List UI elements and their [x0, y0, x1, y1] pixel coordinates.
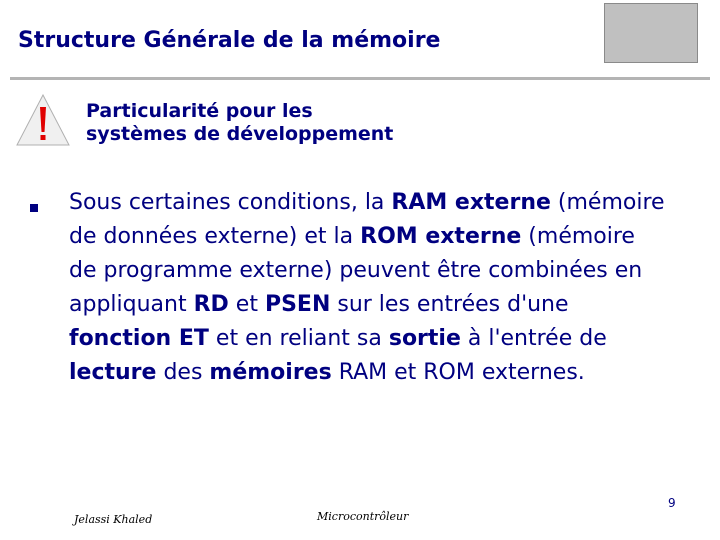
emphasized-term: RD — [193, 292, 229, 317]
body-text-run: RAM et ROM externes. — [331, 360, 585, 385]
emphasized-term: sortie — [388, 326, 461, 351]
footer-subject: Microcontrôleur — [317, 510, 409, 523]
body-text-run: (mémoire de données externe) et la — [69, 190, 665, 249]
body-text-run: (mémoire de programme externe) peuvent être combinées en appliquant — [69, 224, 643, 317]
subtitle-line-2: systèmes de développement — [86, 123, 394, 145]
emphasized-term: mémoires — [209, 360, 332, 385]
emphasized-term: lecture — [69, 360, 157, 385]
slide-subtitle — [86, 100, 393, 146]
body-text-run: Sous certaines conditions, la — [69, 190, 392, 215]
corner-box — [604, 3, 698, 63]
title-divider — [10, 77, 710, 80]
body-text-run: à l'entrée de — [460, 326, 607, 351]
page-number: 9 — [668, 496, 676, 510]
square-bullet — [30, 204, 38, 212]
footer-author: Jelassi Khaled — [74, 513, 153, 526]
body-text-run: et — [228, 292, 265, 317]
subtitle-line-1: Particularité pour les — [86, 100, 313, 122]
bullet-paragraph — [69, 186, 669, 390]
emphasized-term: PSEN — [264, 292, 331, 317]
emphasized-term: fonction ET — [69, 326, 209, 351]
slide-title: Structure Générale de la mémoire — [18, 28, 441, 53]
emphasized-term: RAM externe — [391, 190, 551, 215]
body-text-run: sur les entrées d'une — [330, 292, 569, 317]
body-text-run: et en reliant sa — [208, 326, 389, 351]
body-text-run: des — [156, 360, 210, 385]
emphasized-term: ROM externe — [360, 224, 522, 249]
exclamation-mark-icon — [14, 92, 72, 148]
